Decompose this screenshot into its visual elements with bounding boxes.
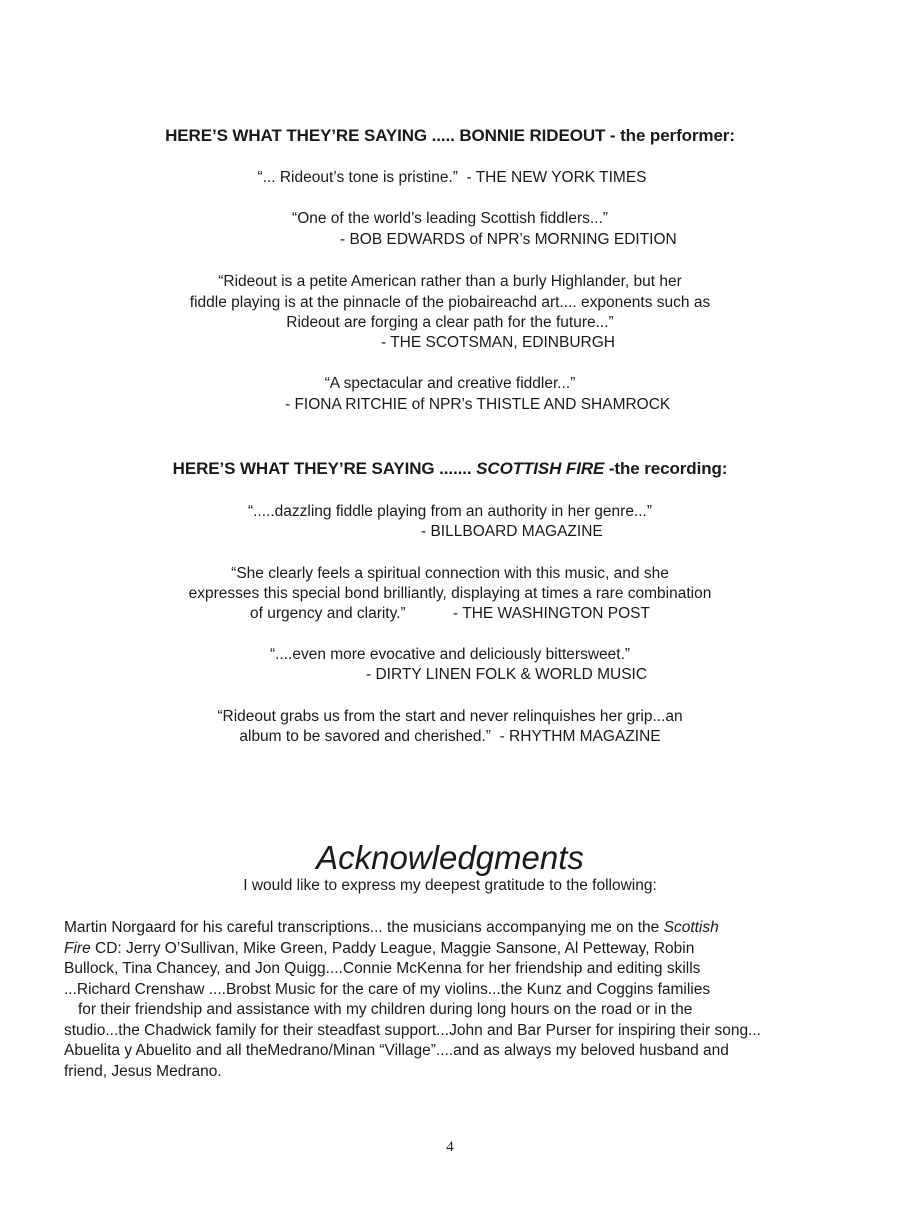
quote-billboard-source: - BILLBOARD MAGAZINE <box>421 523 603 540</box>
recording-heading-prefix: HERE’S WHAT THEY’RE SAYING ....... <box>172 459 477 478</box>
quote-scotsman-line1: “Rideout is a petite American rather than a burly Highlander, but her <box>218 273 682 290</box>
acknowledgments-intro: I would like to express my deepest gratitude to the following: <box>243 877 657 894</box>
ack-line: Martin Norgaard for his careful transcriptions... the musicians accompanying me on the Scottish <box>64 919 719 936</box>
ack-line: Abuelita y Abuelito and all theMedrano/Minan “Village”....and as always my beloved husband and <box>64 1042 729 1059</box>
quote-ritchie-text: “A spectacular and creative fiddler...” <box>324 375 576 392</box>
quote-nyt: “... Rideout’s tone is pristine.” - THE NEW YORK TIMES <box>257 169 647 186</box>
page-number: 4 <box>446 1139 454 1155</box>
quote-ritchie-source: - FIONA RITCHIE of NPR’s THISTLE AND SHAMROCK <box>285 396 671 413</box>
quote-scotsman-source: - THE SCOTSMAN, EDINBURGH <box>381 334 615 351</box>
quote-npr-edwards-text: “One of the world’s leading Scottish fiddlers...” <box>292 210 608 227</box>
ack-line: Bullock, Tina Chancey, and Jon Quigg....Connie McKenna for her friendship and editing skills <box>64 960 701 977</box>
quote-wapo-line3: of urgency and clarity.” - THE WASHINGTON POST <box>250 605 650 622</box>
acknowledgments-title: Acknowledgments <box>316 839 584 876</box>
ack-line: studio...the Chadwick family for their steadfast support...John and Bar Purser for inspiring their song... <box>64 1021 761 1039</box>
quote-scotsman-line2: fiddle playing is at the pinnacle of the piobaireachd art.... exponents such as <box>189 294 711 311</box>
ack-line: for their friendship and assistance with my children during long hours on the road or in the <box>78 1001 693 1018</box>
quote-scotsman-line3: Rideout are forging a clear path for the future...” <box>286 314 614 331</box>
quote-dirtylinen-source: - DIRTY LINEN FOLK & WORLD MUSIC <box>366 666 648 683</box>
recording-heading <box>0 459 900 479</box>
quote-wapo-line2: expresses this special bond brilliantly, displaying at times a rare combination <box>188 585 712 602</box>
ack-line: Fire CD: Jerry O’Sullivan, Mike Green, Paddy League, Maggie Sansone, Al Petteway, Robin <box>64 939 695 957</box>
quote-dirtylinen-text: “....even more evocative and deliciously bittersweet.” <box>269 646 631 663</box>
recording-heading-suffix: -the recording: <box>604 459 728 478</box>
ack-line: friend, Jesus Medrano. <box>64 1062 222 1080</box>
quote-rhythm-line1: “Rideout grabs us from the start and never relinquishes her grip...an <box>217 708 683 725</box>
ack-line: ...Richard Crenshaw ....Brobst Music for the care of my violins...the Kunz and Coggins families <box>64 980 711 998</box>
quote-npr-edwards-source: - BOB EDWARDS of NPR’s MORNING EDITION <box>340 231 677 248</box>
quote-billboard-text: “.....dazzling fiddle playing from an authority in her genre...” <box>247 503 653 520</box>
performer-heading: HERE’S WHAT THEY’RE SAYING ..... BONNIE RIDEOUT - the performer: <box>165 126 735 145</box>
acknowledgments-body <box>64 918 854 1082</box>
quote-wapo-line1: “She clearly feels a spiritual connection with this music, and she <box>231 565 669 582</box>
quote-rhythm-line2: album to be savored and cherished.” - RHYTHM MAGAZINE <box>239 728 661 745</box>
recording-heading-title: SCOTTISH FIRE <box>476 459 605 478</box>
